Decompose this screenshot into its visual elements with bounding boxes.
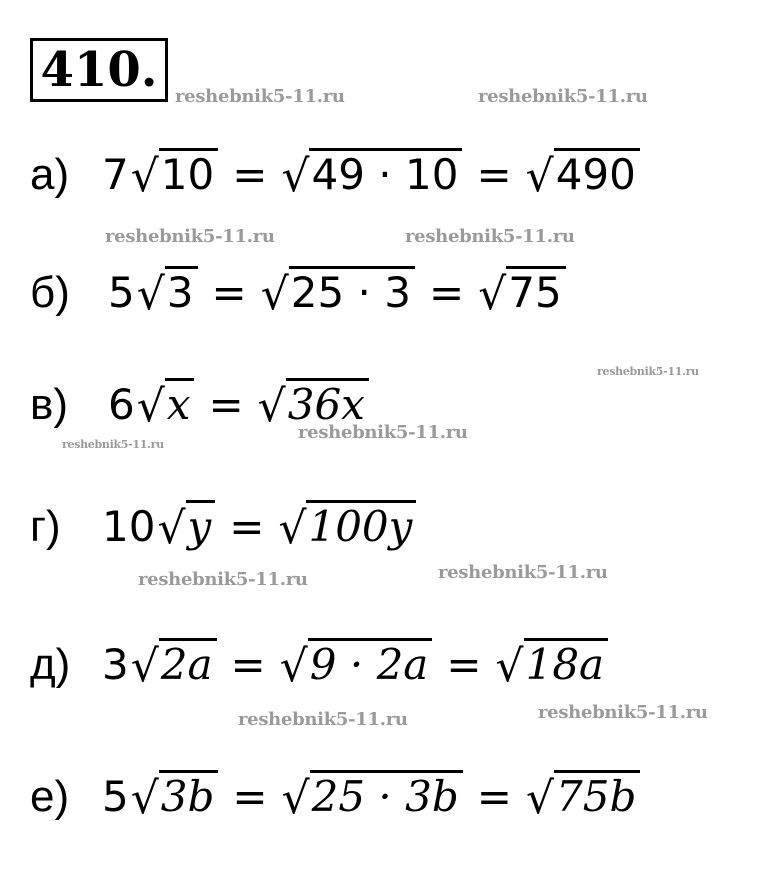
radicand: 10 xyxy=(159,148,218,197)
radicand: y xyxy=(187,502,212,551)
equals-sign: = xyxy=(211,268,247,317)
watermark: reshebnik5-11.ru xyxy=(138,569,308,590)
equation-label: а) xyxy=(30,150,70,199)
radicand: x xyxy=(166,380,191,429)
equation-label: в) xyxy=(30,380,69,429)
equals-sign: = xyxy=(232,150,268,199)
coefficient: 7 xyxy=(102,150,129,199)
sqrt: √ 18a xyxy=(496,638,609,687)
equation-b xyxy=(30,266,566,320)
radicand: 100y xyxy=(308,502,413,551)
equals-sign: = xyxy=(476,150,512,199)
equals-sign: = xyxy=(476,772,512,821)
sqrt: √ 9 · 2a xyxy=(280,638,433,687)
sqrt: √ 49 · 10 xyxy=(281,148,462,197)
radicand: 18a xyxy=(525,640,605,689)
equals-sign: = xyxy=(446,640,482,689)
sqrt: √ 75 xyxy=(478,266,566,315)
sqrt: √ 25 · 3b xyxy=(282,770,463,819)
watermark: reshebnik5-11.ru xyxy=(175,86,345,107)
equation-expression xyxy=(102,378,369,432)
sqrt: √ 10 xyxy=(131,148,219,197)
radicand: 25 · 3b xyxy=(311,772,459,821)
equation-label: е) xyxy=(30,772,70,821)
sqrt: √ 100y xyxy=(278,500,416,549)
coefficient: 10 xyxy=(102,502,156,551)
sqrt: √ 36x xyxy=(258,378,369,427)
equals-sign: = xyxy=(208,380,244,429)
equation-label: б) xyxy=(30,268,70,317)
problem-number: 410. xyxy=(30,38,168,102)
radicand: 75 xyxy=(506,266,565,315)
coefficient: 5 xyxy=(102,772,129,821)
equation-label: д) xyxy=(30,640,71,689)
equals-sign: = xyxy=(230,640,266,689)
equals-sign: = xyxy=(229,502,265,551)
equation-d xyxy=(30,500,416,554)
watermark: reshebnik5-11.ru xyxy=(238,709,408,730)
radicand: 490 xyxy=(554,148,640,197)
watermark: reshebnik5-11.ru xyxy=(478,86,648,107)
sqrt: √ 3 xyxy=(137,266,198,315)
radicand: 9 · 2a xyxy=(309,640,429,689)
watermark: reshebnik5-11.ru xyxy=(105,226,275,247)
sqrt: √ 25 · 3 xyxy=(261,266,415,315)
equation-e xyxy=(30,638,608,692)
radicand: 36x xyxy=(287,380,365,429)
radicand: 3 xyxy=(165,266,198,315)
equation-expression xyxy=(102,500,416,554)
sqrt: √ x xyxy=(137,378,195,427)
equals-sign: = xyxy=(232,772,268,821)
sqrt: √ 75b xyxy=(526,770,640,819)
equation-label: г) xyxy=(30,502,61,551)
watermark: reshebnik5-11.ru xyxy=(438,562,608,583)
radicand: 75b xyxy=(556,772,637,821)
sqrt: √ 3b xyxy=(131,770,219,819)
equation-c xyxy=(30,378,369,432)
radicand: 3b xyxy=(160,772,215,821)
watermark: reshebnik5-11.ru xyxy=(597,365,699,378)
equation-expression xyxy=(102,638,608,692)
coefficient: 3 xyxy=(102,640,129,689)
watermark: reshebnik5-11.ru xyxy=(538,702,708,723)
sqrt: √ y xyxy=(157,500,215,549)
radicand: 2a xyxy=(160,640,213,689)
sqrt: √ 490 xyxy=(526,148,640,197)
equation-a xyxy=(30,148,640,202)
coefficient: 6 xyxy=(108,380,135,429)
equation-expression xyxy=(102,148,640,202)
radicand: 49 · 10 xyxy=(309,148,462,197)
watermark: reshebnik5-11.ru xyxy=(298,422,468,443)
watermark: reshebnik5-11.ru xyxy=(405,226,575,247)
coefficient: 5 xyxy=(108,268,135,317)
equals-sign: = xyxy=(428,268,465,317)
sqrt: √ 2a xyxy=(131,638,217,687)
equation-expression xyxy=(102,266,566,320)
radicand: 25 · 3 xyxy=(289,266,415,315)
equation-expression xyxy=(102,770,640,824)
equation-f xyxy=(30,770,640,824)
watermark: reshebnik5-11.ru xyxy=(62,438,164,451)
